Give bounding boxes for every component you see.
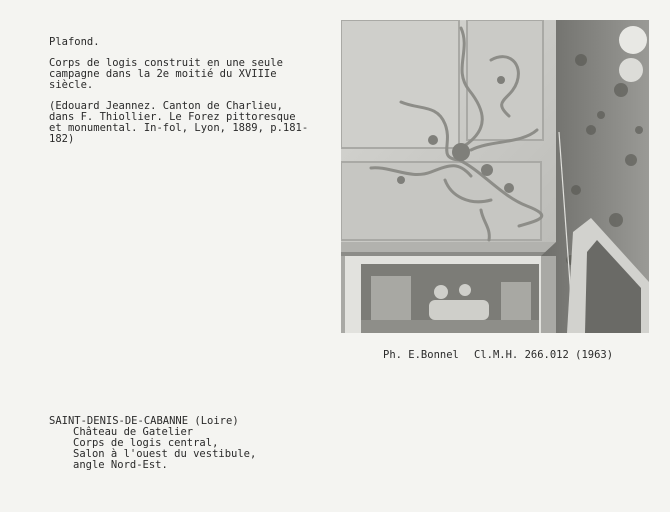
heading: Plafond. [49, 36, 100, 48]
commune-name: SAINT-DENIS-DE-CABANNE (Loire) [49, 415, 239, 427]
reference-line-3: et monumental. In-fol, Lyon, 1889, p.181- [49, 122, 309, 134]
reference-line-2: dans F. Thiollier. Le Forez pittoresque [49, 111, 296, 123]
location-line-1: Château de Gatelier [73, 426, 194, 438]
location-line-4: angle Nord-Est. [73, 459, 168, 471]
reference-line-1: (Edouard Jeannez. Canton de Charlieu, [49, 100, 283, 112]
location-line-2: Corps de logis central, [73, 437, 219, 449]
location-line-3: Salon à l'ouest du vestibule, [73, 448, 257, 460]
reference-line-4: 182) [49, 133, 75, 145]
ceiling-photograph [341, 20, 649, 333]
description-line-3: siècle. [49, 79, 94, 91]
description-line-1: Corps de logis construit en une seule [49, 57, 283, 69]
photo-reference-number: Cl.M.H. 266.012 (1963) [474, 349, 614, 361]
photo-credit: Ph. E.Bonnel [383, 349, 459, 361]
description-line-2: campagne dans la 2e moitié du XVIIIe [49, 68, 277, 80]
